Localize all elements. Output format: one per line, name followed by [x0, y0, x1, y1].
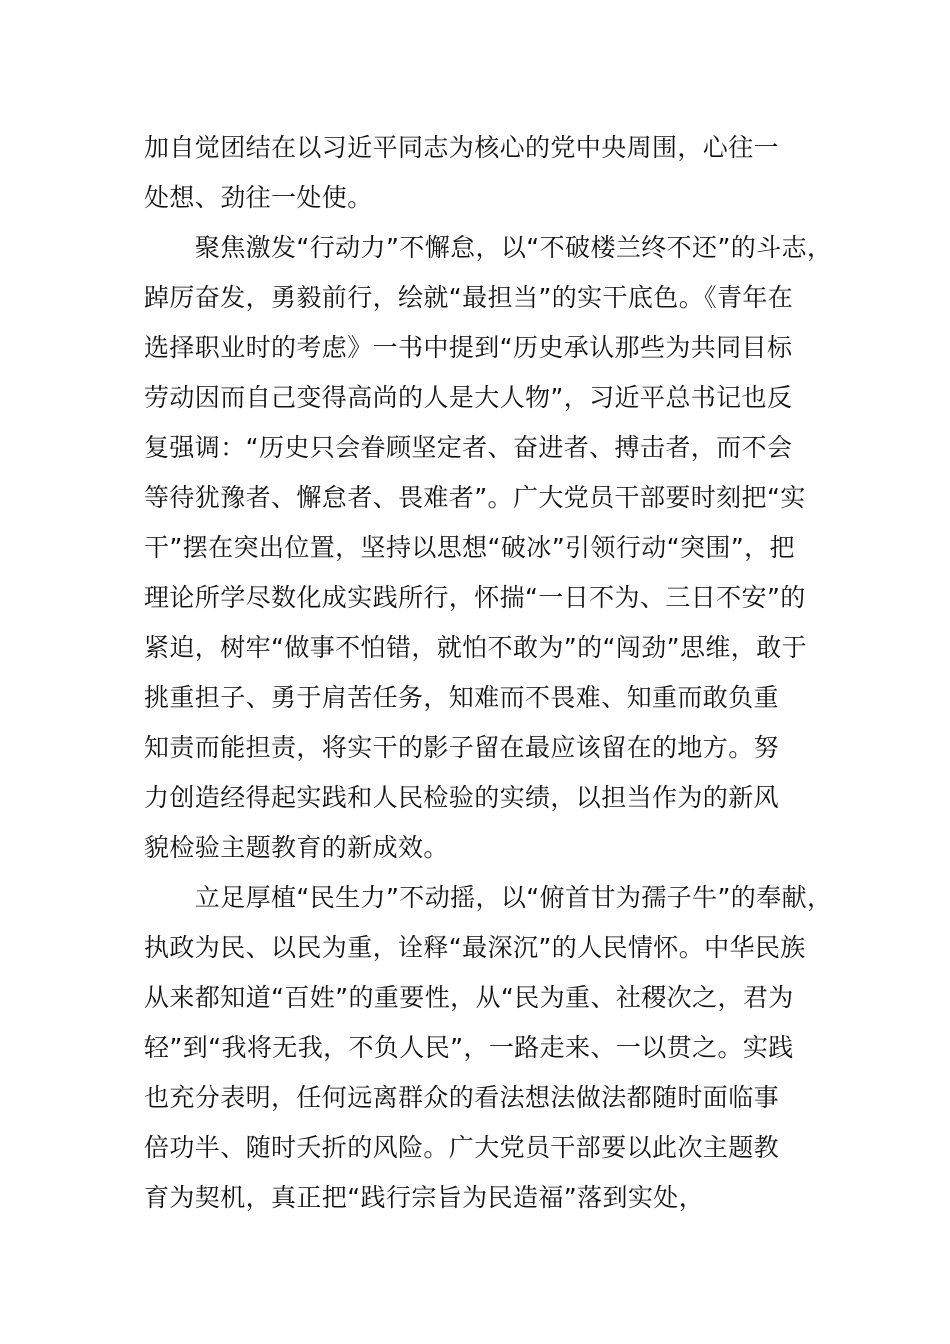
text-line: 育为契机，真正把“践行宗旨为民造福”落到实处，: [144, 1183, 705, 1212]
text-line: 执政为民、以民为重，诠释“最深沉”的人民情怀。中华民族: [144, 933, 806, 962]
text-line: 劳动因而自己变得高尚的人是大人物”，习近平总书记也反: [144, 383, 793, 412]
paragraph-start-line: 聚焦激发“行动力”不懈怠，以“不破楼兰终不还”的斗志，: [144, 233, 833, 262]
text-line: 倍功半、随时夭折的风险。广大党员干部要以此次主题教: [144, 1133, 780, 1162]
text-line: 紧迫，树牢“做事不怕错，就怕不敢为”的“闯劲”思维，敢于: [144, 633, 808, 662]
text-line: 选择职业时的考虑》一书中提到“历史承认那些为共同目标: [144, 333, 793, 362]
text-line: 挑重担子、勇于肩苦任务，知难而不畏难、知重而敢负重: [144, 683, 780, 712]
text-line: 干”摆在突出位置，坚持以思想“破冰”引领行动“突围”，把: [144, 533, 795, 562]
text-line: 力创造经得起实践和人民检验的实绩，以担当作为的新风: [144, 783, 780, 812]
text-line: 也充分表明，任何远离群众的看法想法做法都随时面临事: [144, 1083, 780, 1112]
body-text: [144, 123, 844, 1223]
text-line: 轻”到“我将无我，不负人民”，一路走来、一以贯之。实践: [144, 1033, 794, 1062]
text-line: 复强调：“历史只会眷顾坚定者、奋进者、搏击者，而不会: [144, 433, 793, 462]
text-line: 貌检验主题教育的新成效。: [144, 833, 449, 862]
text-line: 等待犹豫者、懈怠者、畏难者”。广大党员干部要时刻把“实: [144, 483, 806, 512]
text-line: 处想、劲往一处使。: [144, 183, 373, 212]
text-line: 加自觉团结在以习近平同志为核心的党中央周围，心往一: [144, 133, 780, 162]
text-line: 理论所学尽数化成实践所行，怀揣“一日不为、三日不安”的: [144, 583, 806, 612]
paragraph-start-line: 立足厚植“民生力”不动摇，以“俯首甘为孺子牛”的奉献，: [144, 883, 833, 912]
text-line: 从来都知道“百姓”的重要性，从“民为重、社稷次之，君为: [144, 983, 794, 1012]
text-line: 踔厉奋发，勇毅前行，绘就“最担当”的实干底色。《青年在: [144, 283, 794, 312]
text-line: 知责而能担责，将实干的影子留在最应该留在的地方。努: [144, 733, 780, 762]
